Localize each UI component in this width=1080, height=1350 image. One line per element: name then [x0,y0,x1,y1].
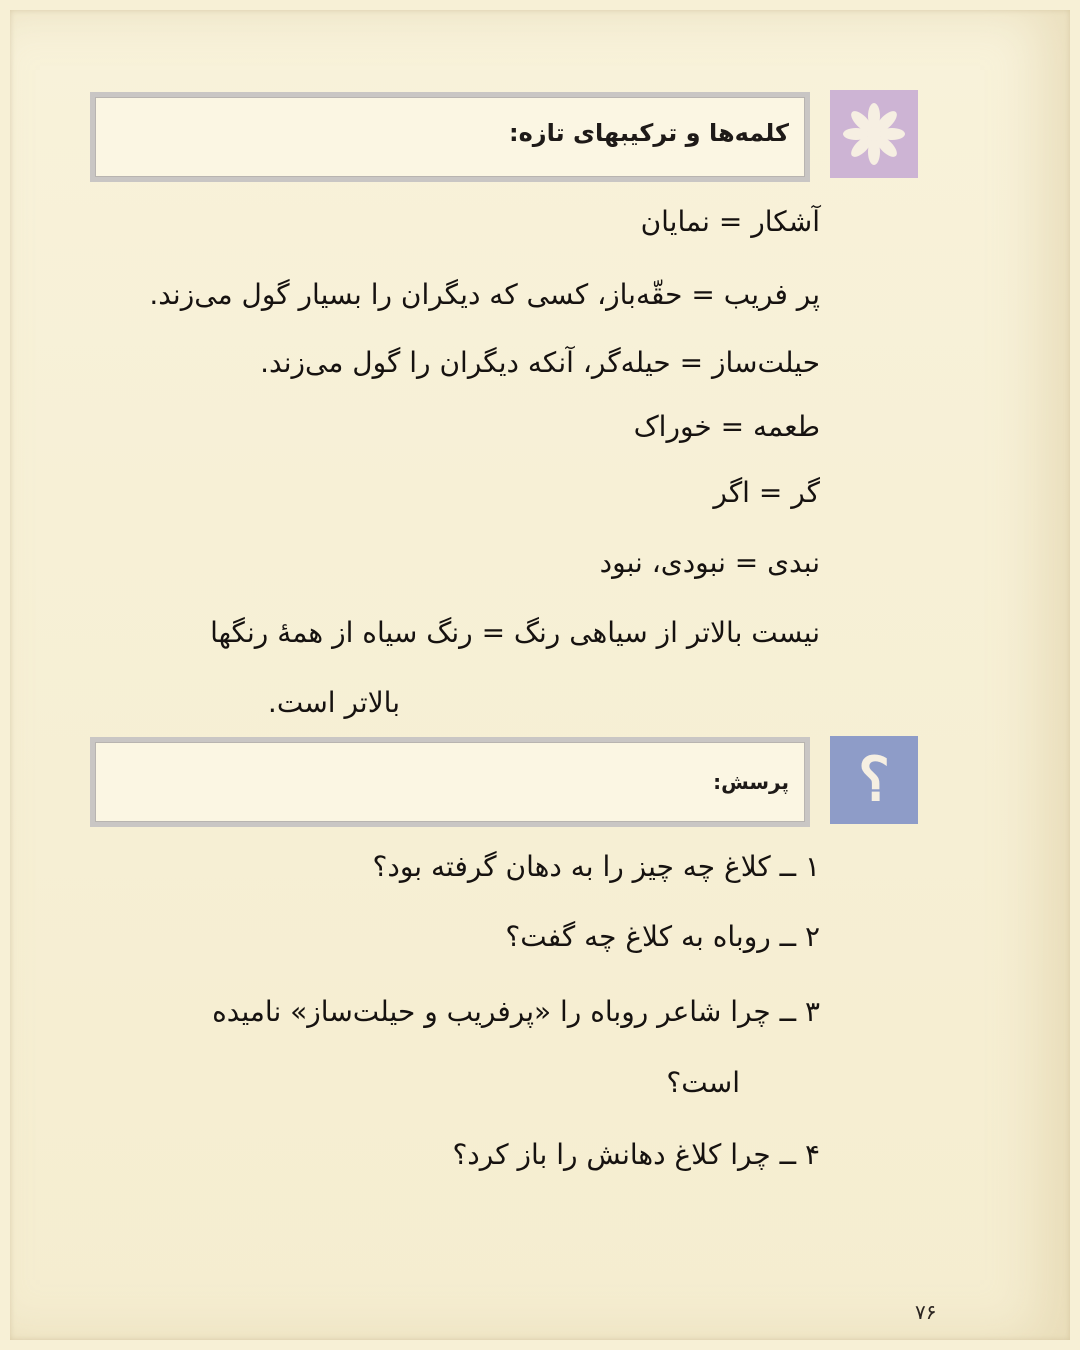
question-item: ۲ ــ روباه به کلاغ چه گفت؟ [505,920,820,953]
question-item: ۳ ــ چرا شاعر روباه را «پرفریب و حیلت‌ساز» نامیده [212,995,820,1028]
vocab-entry: نیست بالاتر از سیاهی رنگ = رنگ سیاه از همهٔ رنگها [210,616,820,649]
vocab-section-title: کلمه‌ها و ترکیبهای تازه: [509,119,789,147]
vocab-header-box [90,92,810,182]
vocab-entry: طعمه = خوراک [633,410,820,443]
vocab-entry: پر فریب = حقّه‌باز، کسی که دیگران را بسیار گول می‌زند. [149,278,820,311]
asterisk-flower-icon [839,99,909,169]
vocab-entry: آشکار = نمایان [640,205,820,238]
page-number: ۷۶ [915,1300,937,1324]
questions-section-title: پرسش: [713,770,789,794]
questions-header-box [90,737,810,827]
book-page [10,10,1070,1340]
vocab-entry-continuation: بالاتر است. [267,686,400,719]
question-item: ۱ ــ کلاغ چه چیز را به دهان گرفته بود؟ [372,850,820,883]
vocab-entry: نبدی = نبودی، نبود [599,546,820,579]
vocab-entry: گر = اگر [713,476,820,509]
vocab-icon-tile [830,90,918,178]
question-item-continuation: است؟ [666,1066,740,1099]
question-item: ۴ ــ چرا کلاغ دهانش را باز کرد؟ [452,1138,820,1171]
vocab-entry: حیلت‌ساز = حیله‌گر، آنکه دیگران را گول می‌زند. [260,346,820,379]
questions-icon-tile [830,736,918,824]
question-mark-icon: ؟ [858,745,890,815]
